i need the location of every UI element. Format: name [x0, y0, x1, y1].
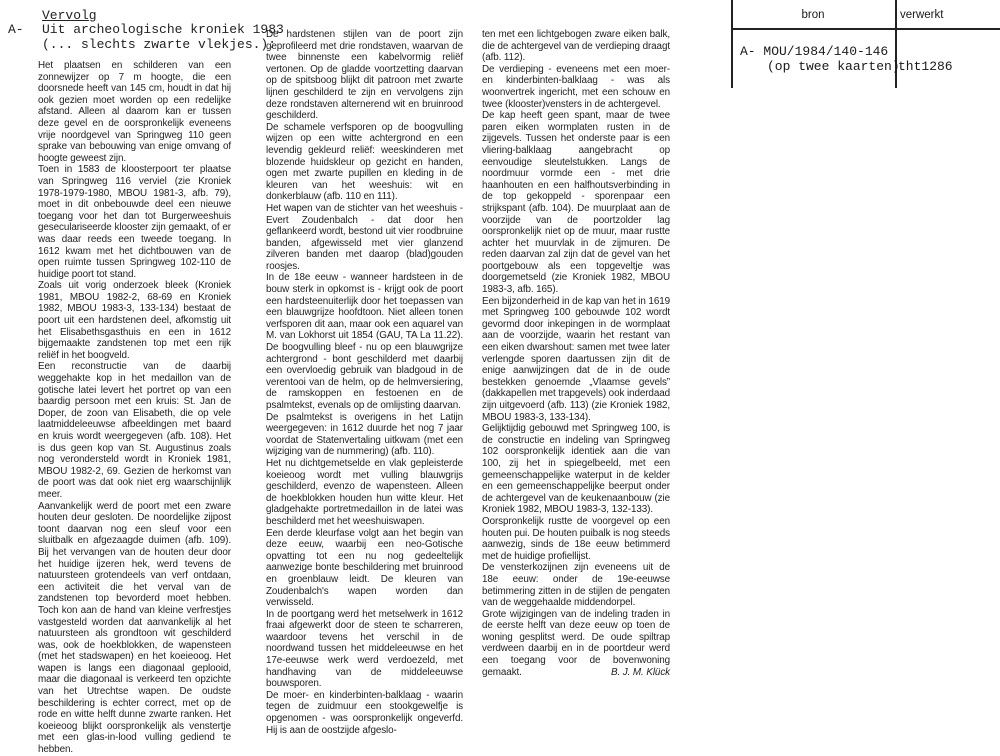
- article-column-1: [38, 60, 231, 756]
- paragraph: De hardstenen stijlen van de poort zijn geprofileerd met drie rondstaven, waarvan de twee binnenste een kabelvormig reliëf vertonen. Op de gladde voortzetting daarvan op de spitsboog blijkt dit patroon met zwarte lijnen geschilderd te zijn en vervolgens zijn deze rondstaven alternerend wit en bruinrood geschilderd.: [266, 29, 463, 122]
- paragraph: De vensterkozijnen zijn eveneens uit de 18e eeuw: onder de 19e-eeuwse betimmering zitten in de stijlen de pengaten van de weggehaalde middendorpel.: [482, 562, 670, 609]
- paragraph: Grote wijzigingen van de indeling traden in de eerste helft van deze eeuw op toen de woning gesplitst werd. De oude spiltrap verdween daarbij en in de poortdeur werd een toegang voor de bovenwoning gemaakt.: [482, 608, 670, 678]
- paragraph: In de 18e eeuw - wanneer hardsteen in de bouw sterk in opkomst is - krijgt ook de poort een hardsteenuiterlijk door het toepassen van een blauwgrijze hoofdtoon. Niet alleen tonen verfsporen dit aan, maar ook een aquarel van M. van Lokhorst uit 1854 (GAU, TA La 11.22). De boogvulling bleef - nu op een blauwgrijze achtergrond - bont geschilderd met daarbij een overvloedig gebruik van bladgoud in de verentooi van de helm, op de helmversiering, de ramskoppen en festoenen en de psalmtekst, evenals op de omlijsting daarvan.: [266, 272, 463, 411]
- paragraph: Een derde kleurfase volgt aan het begin van deze eeuw, waarbij een neo-Gotische opvatting tot een nu nog gedeeltelijk aanwezige bonte beschildering met bruinrood en groenblauw leidt. De kleuren van Zoudenbalch's wapen worden dan verwisseld.: [266, 527, 463, 609]
- paragraph: De verdieping - eveneens met een moer- en kinderbinten-balklaag - was als woonvertrek ingericht, met een schouw en twee (klooster)vensters in de achtergevel.: [482, 63, 670, 110]
- source-reference: A- MOU/1984/140-146: [740, 44, 889, 59]
- paragraph: Oorspronkelijk rustte de voorgevel op een houten pui. De houten puibalk is nog steeds aanwezig, sinds de 18e eeuw betimmerd met de huidige profiellijst.: [482, 515, 670, 562]
- paragraph: Het wapen van de stichter van het weeshuis - Evert Zoudenbalch - dat door hen geflankeerd wordt, bestond uit vier roodbruine banden, afgewisseld met vier glanzend zilveren banden met daarop (blad)gouden roosjes.: [266, 202, 463, 272]
- continued-label: Vervolg: [42, 8, 97, 23]
- article-column-2: [266, 29, 463, 736]
- paragraph: Een bijzonderheid in de kap van het in 1619 met Springweg 100 gebouwde 102 wordt gevormd door inkepingen in de wormplaat aan de voorzijde, waarin het restant van een eiken dwarshout: samen met twee later verlengde sporen daartussen zijn dit de enige aanwijzingen dat de in de oude bestekken genoemde „Vlaamse gevels” (dakkapellen met trapgevels) ook inderdaad zijn uitgevoerd (afb. 113) (zie Kroniek 1982, MBOU 1983-3, 133-134).: [482, 295, 670, 423]
- source-note: (op twee kaarten): [767, 59, 900, 74]
- paragraph: Toen in 1583 de kloosterpoort ter plaatse van Springweg 116 verviel (zie Kroniek 1978-1979-1980, MBOU 1981-3, afb. 79), moet in dit onbebouwde deel een nieuwe toegang voor het dan tot Burgerweeshuis geseculariseerde klooster zijn gemaakt, of er was daar reeds een tweede toegang. In 1612 kwam met het dichtbouwen van de open ruimte tussen Springweg 102-110 de huidige poort tot stand.: [38, 164, 231, 280]
- paragraph: In de poortgang werd het metselwerk in 1612 fraai afgewerkt door de steen te scharreren, waardoor tevens het verschil in de noordwand tussen het middeleeuwse en het 17e-eeuwse werk werd verdoezeld, met handhaving van de middeleeuwse bouwsporen.: [266, 608, 463, 690]
- paragraph: Een reconstructie van de daarbij weggehakte kop in het medaillon van de gotische latei levert het portret op van een baardig persoon met een kruis: St. Jan de Doper, de zoon van Elisabeth, die op vele laatmiddeleeuwse afbeeldingen met baard en kruis wordt weergegeven (afb. 108). Het is dus geen kop van St. Augustinus zoals nog verondersteld wordt in Kroniek 1981, MBOU 1982-2, 69. Gezien de herkomst van de poort was dat ook niet erg waarschijnlijk meer.: [38, 361, 231, 500]
- paragraph: De moer- en kinderbinten-balklaag - waarin tegen de zuidmuur een stookgewelfje is opgenomen - was oorspronkelijk ongeverfd. Hij is aan de oostzijde afgeslo-: [266, 689, 463, 736]
- table-column-divider: [895, 0, 897, 88]
- article-title: Uit archeologische kroniek 1983: [42, 22, 284, 37]
- paragraph: Zoals uit vorig onderzoek bleek (Kroniek 1981, MBOU 1982-2, 68-69 en Kroniek 1982, MBOU 1983-3, 133-134) bestaat de poort uit een hardstenen deel, afkomstig uit het Elisabethsgasthuis en een in 1612 bijgemaakte zandstenen top met een rijk reliëf in het boogveld.: [38, 280, 231, 361]
- paragraph: De schamele verfsporen op de boogvulling wijzen op een witte achtergrond en een levendig gekleurd reliëf: weeskinderen met blozende huidskleur op gezicht en handen, ogen met zwarte pupillen en kleding in de kleuren van het weeshuis: wit en donkerblauw (afb. 110 en 111).: [266, 121, 463, 203]
- paragraph: Gelijktijdig gebouwd met Springweg 100, is de constructie en indeling van Springweg 102 oorspronkelijk identiek aan die van 100, zij het in spiegelbeeld, met een gemeenschappelijke waterput in de kelder en een gemeenschappelijke beerput onder de achtergevel van de keukenaanbouw (zie Kroniek 1982, MBOU 1983-3, 132-133).: [482, 423, 670, 516]
- paragraph: De psalmtekst is overigens in het Latijn weergegeven: in 1612 duurde het nog 7 jaar voordat de Statenvertaling uitkwam (met een wijziging van de nummering) (afb. 110).: [266, 411, 463, 458]
- paragraph: De kap heeft geen spant, maar de twee paren eiken wormplaten rusten in de zijgevels. Tussen het onderste paar is een vliering-balklaag aangebracht op eenvoudige sleutelstukken. Langs de noordmuur vormde een - met drie haanhouten en een halfhoutsverbinding in de top gekoppeld - sporenpaar een strijkspant (afb. 104). De muurplaat aan de voorzijde van de poortzolder lag oorspronkelijk niet op de muur, maar rustte achter het muurvlak in de zijmuren. De reden daarvan zal zijn dat de gevel van het poortgebouw als een topgeveltje was doorgemetseld (zie Kroniek 1982, MBOU 1983-3, afb. 165).: [482, 110, 670, 296]
- table-header-rule: [731, 28, 1000, 30]
- header-processed: verwerkt: [900, 9, 944, 21]
- processed-code: tht1286: [898, 59, 953, 74]
- source-table: [731, 0, 1000, 88]
- article-column-3: [482, 29, 670, 678]
- author-signature: B. J. M. Klück: [611, 666, 670, 678]
- paragraph: ten met een lichtgebogen zware eiken balk, die de achtergevel van de verdieping draagt (afb. 112).: [482, 29, 670, 64]
- paragraph: Het nu dichtgemetselde en vlak gepleisterde koeieoog wordt met vulling blauwgrijs geschilderd, evenzo de wapensteen. Alleen de hoekblokken houden hun witte kleur. Het gladgehakte portretmedaillon in de latei was beschilderd met het weeshuiswapen.: [266, 457, 463, 527]
- paragraph: Het plaatsen en schilderen van een zonnewijzer op 7 m hoogte, die een doorsnede heeft van 145 cm, houdt in dat hij ook gezien moet worden op een redelijke afstand. Alleen al daarom kan er tussen deze gevel en de oorspronkelijk eveneens vrije noordgevel van Springweg 110 geen sprake van bebouwing van enige omvang of hoogte geweest zijn.: [38, 60, 231, 164]
- article-subtitle: (... slechts zwarte vlekjes.):: [42, 37, 277, 52]
- entry-marker: A-: [8, 22, 24, 37]
- paragraph: Aanvankelijk werd de poort met een zware houten deur gesloten. De noordelijke zijpost toont daarvan nog een sleuf voor een sluitbalk en afgezaagde duimen (afb. 109). Bij het vervangen van de houten deur door het huidige ijzeren hek, werd tevens de natuursteen grotendeels van verf ontdaan, een activiteit die het verval van de zandstenen top bevorderd moet hebben. Toch kon aan de hand van kleine verfrestjes vastgesteld worden dat aanvankelijk al het natuursteen als grondtoon wit geschilderd was, ook de hoekblokken, de wapensteen (met het stadswapen) en het koeieoog. Het wapen is langs een diagonaal geplooid, maar die diagonaal is verkeerd ten opzichte van het Utrechtse wapen. De oudste beschildering is echter correct, met op de rode en witte helft dunne zwarte ranken. Het koeieoog blijkt oorspronkelijk als venstertje met een glas-in-lood vulling gediend te hebben.: [38, 500, 231, 756]
- header-source: bron: [801, 9, 825, 21]
